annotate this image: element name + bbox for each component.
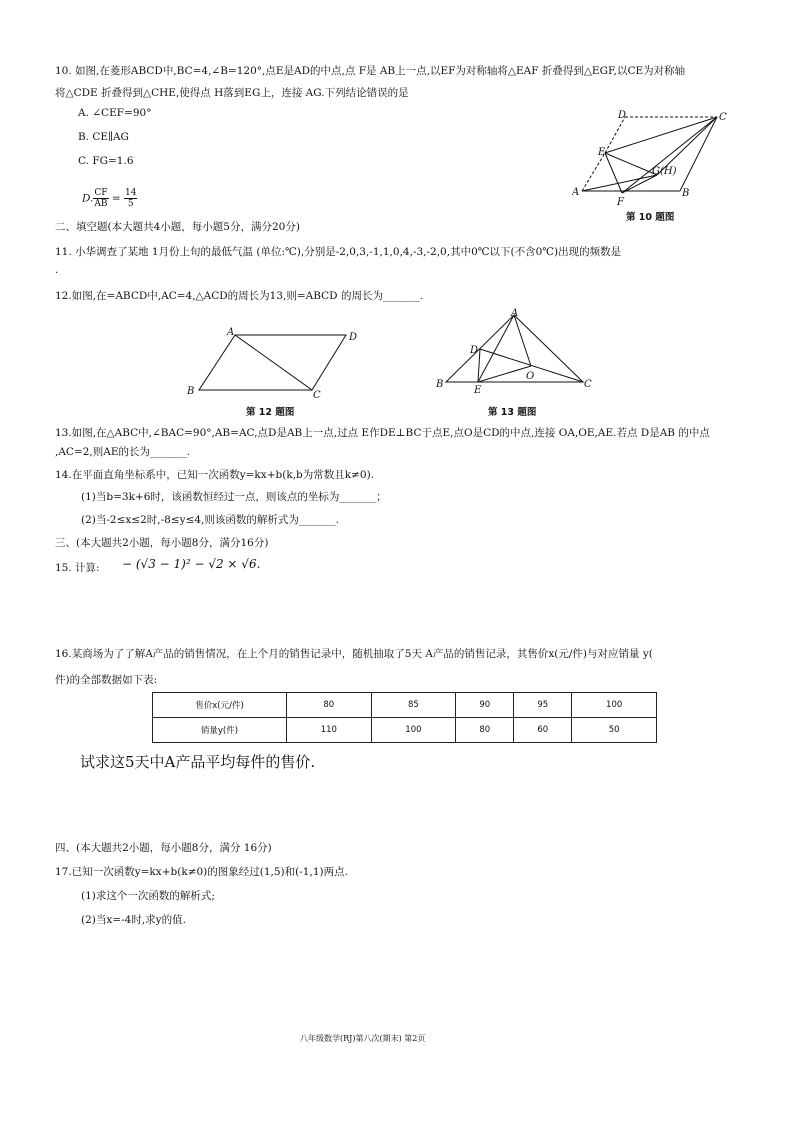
q14-part1: (1)当b=3k+6时，该函数恒经过一点，则该点的坐标为_______； xyxy=(81,491,387,503)
q10-label-e: E xyxy=(598,147,606,158)
q17-part2: (2)当x=-4时,求y的值. xyxy=(81,914,186,926)
q11-line1: 11. 小华调查了某地 1月份上旬的最低气温 (单位:℃),分别是-2,0,3,-1,1,0,4,-3,-2,0,其中0℃以下(不含0℃)出现的频数是 xyxy=(55,246,622,258)
table-cell: 60 xyxy=(514,718,572,743)
fraction-numerator: CF xyxy=(94,188,108,198)
q13-label-c: C xyxy=(584,379,592,390)
q15-expression: − (√3 − 1)² − √2 × √6. xyxy=(122,557,261,571)
q13-line1: 13.如图,在△ABC中,∠BAC=90°,AB=AC,点D是AB上一点,过点 E作DE⊥BC于点E,点O是CD的中点,连接 OA,OE,AE.若点 D是AB 的中点 xyxy=(55,427,710,439)
fraction-denominator: AB xyxy=(94,199,108,209)
q13-label-e: E xyxy=(474,385,482,395)
table-cell: 90 xyxy=(456,693,514,718)
q14-part2: (2)当-2≤x≤2时,-8≤y≤4,则该函数的解析式为_______. xyxy=(81,514,339,526)
q10-option-d-equals: = xyxy=(111,192,121,205)
q16-line2: 件)的全部数据如下表: xyxy=(55,674,158,686)
q10-option-d xyxy=(82,188,137,209)
q10-label-f: F xyxy=(617,197,624,208)
q10-label-b: B xyxy=(682,188,690,199)
q10-figure xyxy=(572,108,732,208)
q10-label-c: C xyxy=(719,112,727,123)
q10-line1: 10. 如图,在菱形ABCD中,BC=4,∠B=120°,点E是AD的中点,点 F是 AB上一点,以EF为对称轴将△EAF 折叠得到△EGF,以CE为对称轴 xyxy=(55,65,686,77)
table-cell: 50 xyxy=(572,718,657,743)
q14-stem: 14.在平面直角坐标系中，已知一次函数y=kx+b(k,b为常数且k≠0). xyxy=(55,469,375,481)
section-4-heading: 四、(本大题共2小题，每小题8分，满分 16分) xyxy=(55,842,272,854)
q10-option-d-prefix: D. xyxy=(82,192,94,205)
q12-label-b: B xyxy=(187,386,195,397)
q12-figure xyxy=(183,325,365,400)
table-cell: 85 xyxy=(371,693,456,718)
fraction-denominator: 5 xyxy=(127,199,134,209)
q17-stem: 17.已知一次函数y=kx+b(k≠0)的图象经过(1,5)和(-1,1)两点. xyxy=(55,866,348,878)
table-row xyxy=(153,718,657,743)
q10-option-d-fraction1 xyxy=(93,188,108,209)
q10-option-b: B. CE∥AG xyxy=(78,131,129,143)
q13-label-o: O xyxy=(526,371,535,382)
table-row xyxy=(153,693,657,718)
table-header-cell: 售价x(元/件) xyxy=(153,693,287,718)
q13-label-b: B xyxy=(436,379,444,390)
table-cell: 100 xyxy=(572,693,657,718)
q10-label-a: A xyxy=(572,187,580,198)
section-2-heading: 二、填空题(本大题共4小题，每小题5分，满分20分) xyxy=(55,221,300,233)
q12-caption: 第 12 题图 xyxy=(246,407,295,418)
table-cell: 110 xyxy=(287,718,372,743)
q12-text: 12.如图,在=ABCD中,AC=4,△ACD的周长为13,则=ABCD 的周长为_______. xyxy=(55,290,424,302)
q11-line2: . xyxy=(55,264,59,276)
table-cell: 80 xyxy=(287,693,372,718)
q13-caption: 第 13 题图 xyxy=(488,407,537,418)
q10-line2: 将△CDE 折叠得到△CHE,使得点 H落到EG上，连接 AG.下列结论错误的是 xyxy=(55,87,409,99)
page-footer: 八年级数学(RJ)第八次(期末) 第2页 xyxy=(300,1034,426,1043)
q17-part1: (1)求这个一次函数的解析式; xyxy=(81,890,215,902)
q13-label-d: D xyxy=(470,345,479,356)
table-cell: 80 xyxy=(456,718,514,743)
q13-label-a: A xyxy=(511,308,519,319)
section-3-heading: 三、(本大题共2小题，每小题8分，满分16分) xyxy=(55,537,269,549)
q10-option-a: A. ∠CEF=90° xyxy=(78,107,152,119)
fraction-numerator: 14 xyxy=(125,188,137,198)
table-cell: 100 xyxy=(371,718,456,743)
q16-line1: 16.某商场为了了解A产品的销售情况，在上个月的销售记录中，随机抽取了5天 A产品的销售记录，其售价x(元/件)与对应销量 y( xyxy=(55,648,653,660)
q13-line2: ,AC=2,则AE的长为_______. xyxy=(55,446,191,458)
q10-label-g: G(H) xyxy=(652,166,677,177)
q16-question: 试求这5天中A产品平均每件的售价. xyxy=(80,753,316,771)
table-cell: 95 xyxy=(514,693,572,718)
q12-label-d: D xyxy=(349,332,358,343)
q10-option-c: C. FG=1.6 xyxy=(78,155,134,167)
q13-figure xyxy=(434,308,594,395)
q12-label-c: C xyxy=(313,390,321,400)
q10-caption: 第 10 题图 xyxy=(626,212,675,223)
table-header-cell: 销量y(件) xyxy=(153,718,287,743)
q16-table xyxy=(152,692,657,743)
q10-option-d-fraction2 xyxy=(124,188,137,209)
q10-label-d: D xyxy=(618,110,627,121)
q15-label: 15. 计算: xyxy=(55,562,100,574)
q12-label-a: A xyxy=(227,327,235,338)
